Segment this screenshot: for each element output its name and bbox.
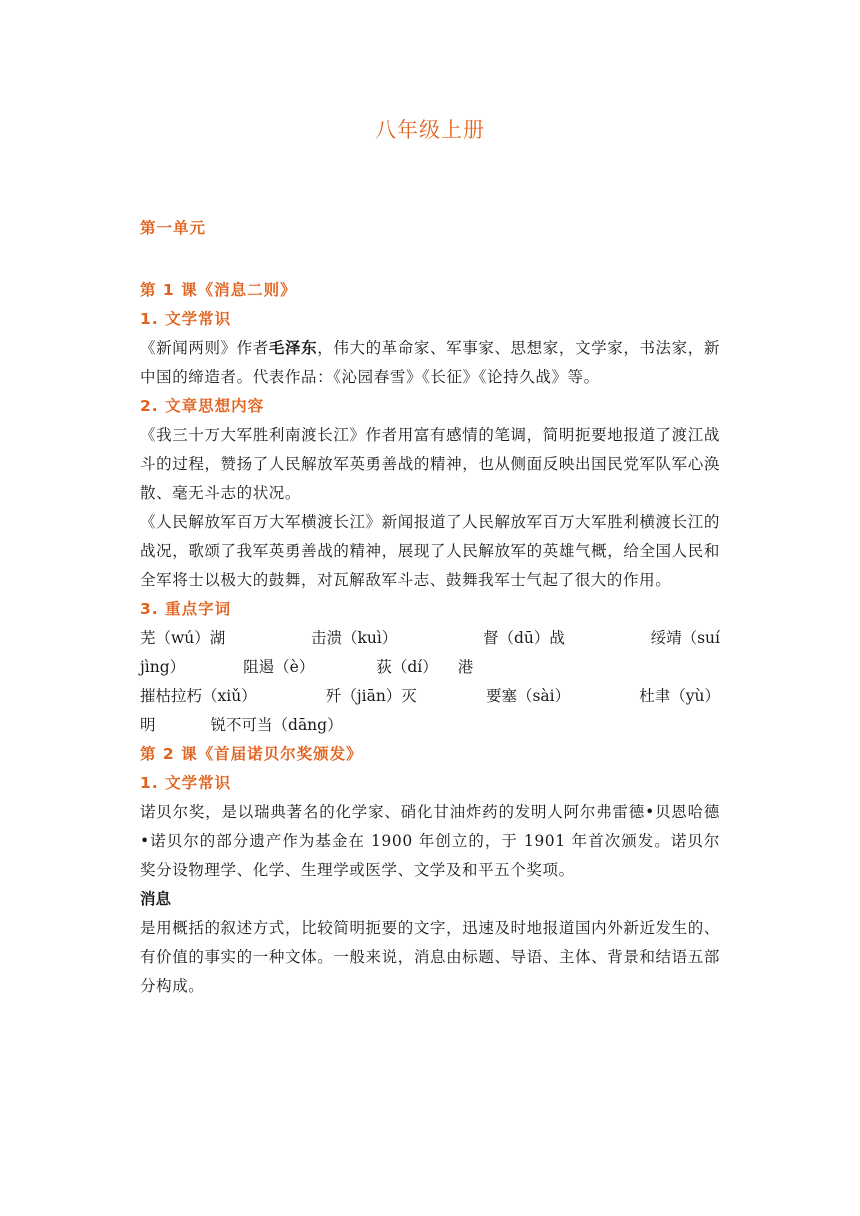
unit-heading: 第一单元	[140, 219, 207, 237]
lesson-1-section-3-title: 3. 重点字词	[140, 600, 232, 618]
vocab-item: 要塞（sài）	[485, 687, 571, 705]
vocab-row-3	[140, 682, 720, 711]
vocab-item: 击溃（kuì）	[310, 629, 398, 647]
vocab-item: 绥靖（suí	[650, 629, 720, 647]
lesson-2-heading: 第 2 课《首届诺贝尔奖颁发》	[140, 745, 363, 763]
lesson-1-section-2-paragraph-2: 《人民解放军百万大军横渡长江》新闻报道了人民解放军百万大军胜利横渡长江的战况，歌颂了我军英勇善战的精神，展现了人民解放军的英雄气概，给全国人民和全军将士以极大的鼓舞，对瓦解敌军斗志、鼓舞我军士气起了很大的作用。	[140, 513, 720, 589]
text-run: ，伟大的革命家、军事家、思想家，文学家，书法家，新中国的缔造者。代表作品：《沁园春雪》《长征》《论持久战》等。	[140, 339, 720, 386]
vocab-item: 督（dū）战	[482, 629, 565, 647]
vocab-item: 明	[140, 716, 156, 734]
vocab-item: 杜聿（yù）	[639, 687, 720, 705]
lesson-1-section-1-title: 1. 文学常识	[140, 310, 232, 328]
term-heading: 消息	[140, 890, 172, 908]
document-content	[140, 214, 720, 1001]
lesson-1-section-1-text	[140, 334, 720, 392]
vocab-item: 摧枯拉朽（xiǔ）	[140, 687, 257, 705]
lesson-2-section-1-text: 诺贝尔奖，是以瑞典著名的化学家、硝化甘油炸药的发明人阿尔弗雷德•贝恩哈德•诺贝尔的部分遗产作为基金在 1900 年创立的，于 1901 年首次颁发。诺贝尔奖分设物理学、化学、生理学或医学、文学及和平五个奖项。	[140, 803, 720, 879]
vocab-row-2	[140, 653, 720, 682]
vocab-item: 阻遏（è）	[243, 658, 315, 676]
term-definition: 是用概括的叙述方式，比较简明扼要的文字，迅速及时地报道国内外新近发生的、有价值的事实的一种文体。一般来说，消息由标题、导语、主体、背景和结语五部分构成。	[140, 919, 720, 995]
vocab-item: jìng）	[140, 658, 186, 676]
vocab-item: 港	[457, 658, 474, 676]
lesson-1-section-2-paragraph-1: 《我三十万大军胜利南渡长江》作者用富有感情的笔调，简明扼要地报道了渡江战斗的过程，赞扬了人民解放军英勇善战的精神，也从侧面反映出国民党军队军心涣散、毫无斗志的状况。	[140, 426, 720, 502]
vocab-row-4	[140, 711, 720, 740]
vocab-item: 荻（dí）	[376, 658, 438, 676]
author-name: 毛泽东	[268, 339, 318, 357]
vocab-item: 芜（wú）湖	[140, 629, 226, 647]
text-run: 《新闻两则》作者	[140, 339, 269, 357]
document-title: 八年级上册	[375, 118, 485, 142]
vocab-item: 歼（jiān）灭	[325, 687, 417, 705]
lesson-1-heading: 第 1 课《消息二则》	[140, 281, 297, 299]
lesson-2-section-1-title: 1. 文学常识	[140, 774, 232, 792]
vocab-item: 锐不可当（dāng）	[210, 716, 343, 734]
vocab-row-1	[140, 624, 720, 653]
lesson-1-section-2-title: 2. 文章思想内容	[140, 397, 265, 415]
